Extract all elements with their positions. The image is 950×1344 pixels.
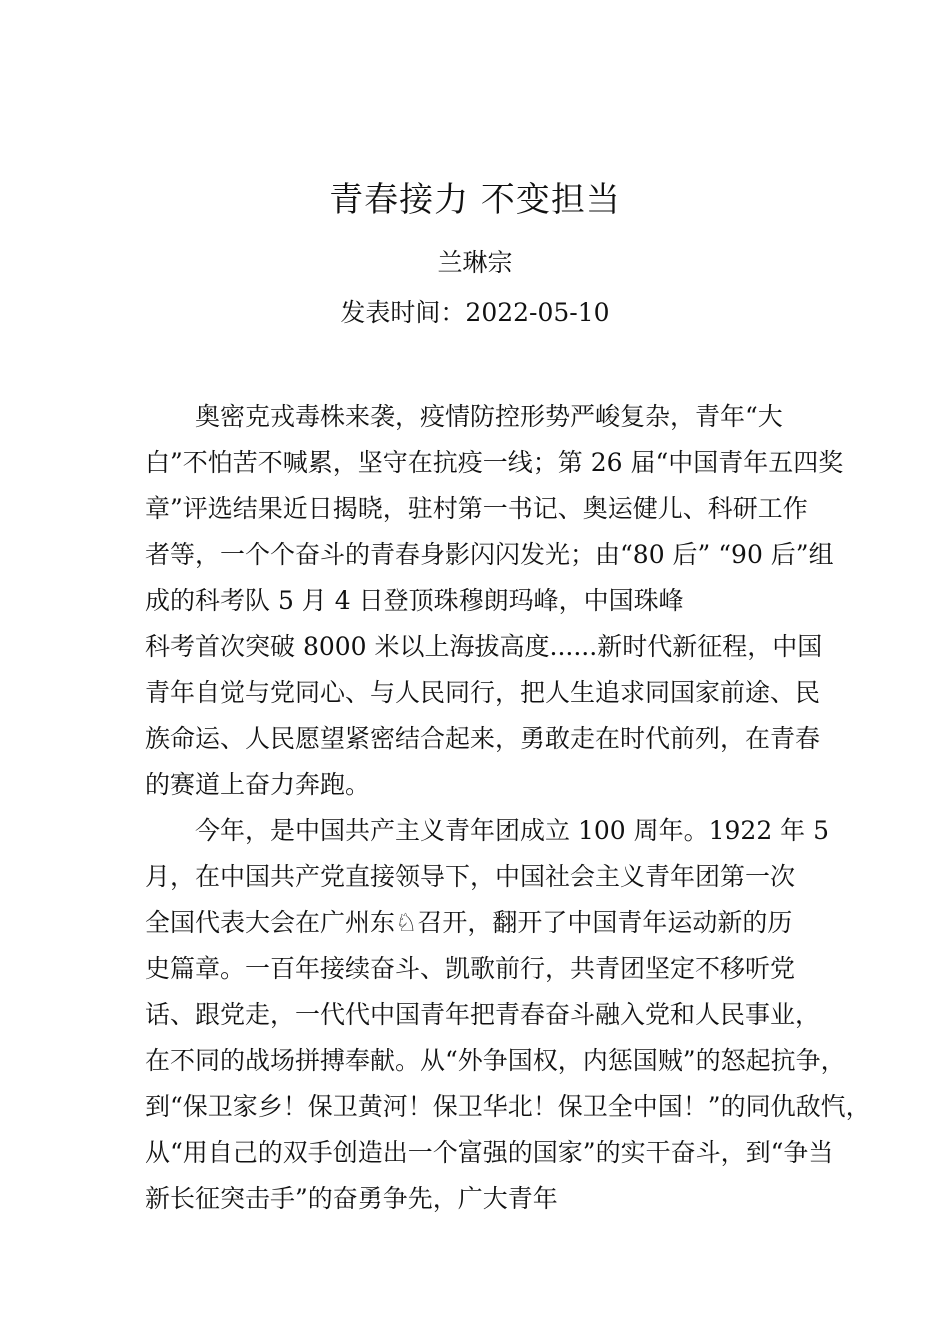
paragraph-2-line: 在不同的战场拼搏奉献。从“外争国权，内惩国贼”的怒起抗争，	[145, 1046, 846, 1075]
paragraph-2-line: 月，在中国共产党直接领导下，中国社会主义青年团第一次	[145, 862, 796, 891]
paragraph-1-line: 族命运、人民愿望紧密结合起来，勇敢走在时代前列，在青春	[145, 724, 821, 753]
paragraph-2-line: 全国代表大会在广州东♘召开，翻开了中国青年运动新的历	[145, 908, 793, 937]
paragraph-1-line: 者等，一个个奋斗的青春身影闪闪发光；由“80 后” “90 后”组	[145, 540, 834, 569]
paragraph-2-line: 新长征突击手”的奋勇争先，广大青年	[145, 1184, 558, 1213]
publish-date: 发表时间：2022-05-10	[340, 298, 610, 327]
article-title: 青春接力 不变担当	[329, 180, 621, 220]
paragraph-1-line: 的赛道上奋力奔跑。	[145, 770, 371, 799]
paragraph-1-line: 青年自觉与党同心、与人民同行，把人生追求同国家前途、民	[145, 678, 821, 707]
paragraph-2-line: 今年，是中国共产主义青年团成立 100 周年。1922 年 5	[195, 816, 830, 845]
paragraph-2-line: 从“用自己的双手创造出一个富强的国家”的实干奋斗，到“争当	[145, 1138, 834, 1167]
paragraph-1-line: 科考首次突破 8000 米以上海拔高度......新时代新征程，中国	[145, 632, 823, 661]
paragraph-2-line: 史篇章。一百年接续奋斗、凯歌前行，共青团坚定不移听党	[145, 954, 796, 983]
paragraph-1-line: 成的科考队 5 月 4 日登顶珠穆朗玛峰，中国珠峰	[145, 586, 684, 615]
article-body	[145, 394, 871, 1222]
paragraph-2-line: 话、跟党走，一代代中国青年把青春奋斗融入党和人民事业，	[145, 1000, 821, 1029]
paragraph-2-line: 到“保卫家乡！保卫黄河！保卫华北！保卫全中国！”的同仇敌忾，	[145, 1092, 871, 1121]
paragraph-1-line: 白”不怕苦不喊累，坚守在抗疫一线；第 26 届“中国青年五四奖	[145, 448, 844, 477]
paragraph-1-line: 奥密克戎毒株来袭，疫情防控形势严峻复杂，青年“大	[195, 402, 783, 431]
article-author: 兰琳宗	[437, 248, 513, 277]
paragraph-1-line: 章”评选结果近日揭晓，驻村第一书记、奥运健儿、科研工作	[145, 494, 808, 523]
